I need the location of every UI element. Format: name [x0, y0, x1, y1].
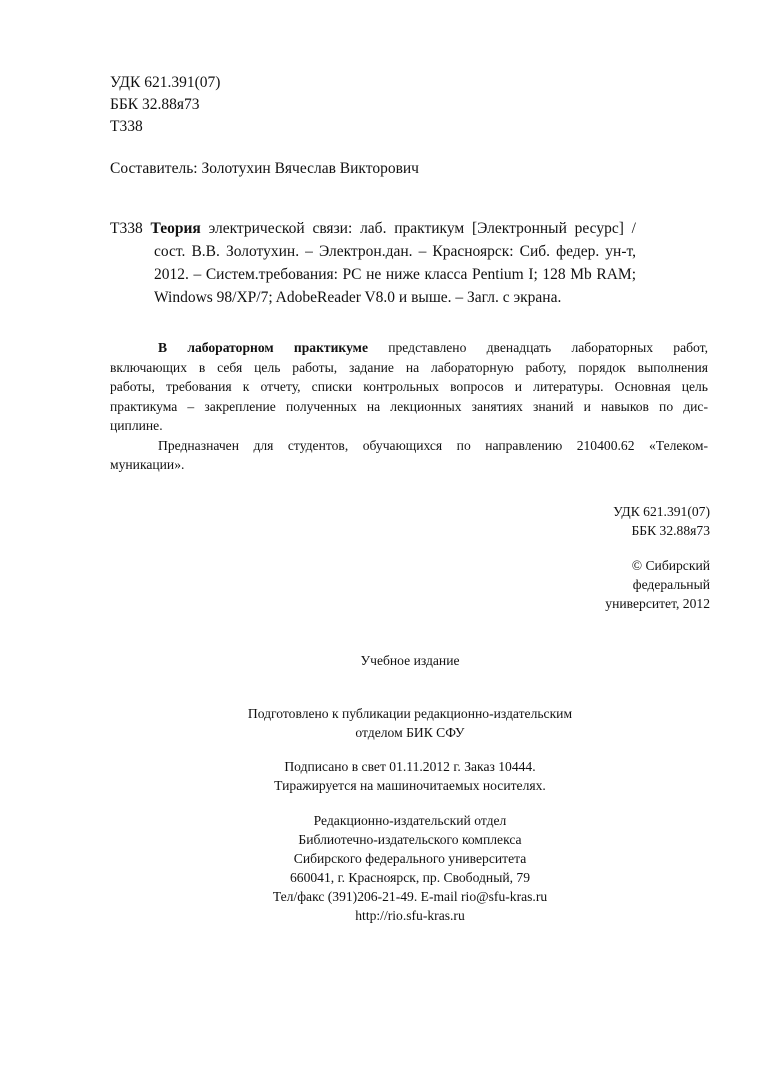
prepared-line-2: отделом БИК СФУ [355, 725, 465, 740]
copyright-line-1: © Сибирский [631, 558, 710, 573]
right-bbk-code: ББК 32.88я73 [631, 523, 710, 538]
author-mark: Т338 [110, 118, 143, 135]
annotation-line-3: работы, требования к отчету, списки контрольных вопросов и литературы. Основная цель [110, 379, 708, 394]
signed-line-1: Подписано в свет 01.11.2012 г. Заказ 10444. [284, 759, 536, 774]
biblio-line-2: сост. В.В. Золотухин. – Электрон.дан. – Красноярск: Сиб. федер. ун-т, [154, 243, 636, 260]
publisher-address: 660041, г. Красноярск, пр. Свободный, 79 [289, 870, 530, 885]
biblio-title: Теория [150, 220, 201, 237]
prepared-line-1: Подготовлено к публикации редакционно-издательским [247, 706, 573, 721]
annotation [110, 338, 708, 475]
publisher-info [110, 811, 710, 925]
publisher-line-1: Редакционно-издательский отдел [313, 813, 507, 828]
right-udk-code: УДК 621.391(07) [613, 504, 710, 519]
compiler-line: Составитель: Золотухин Вячеслав Викторович [110, 160, 419, 177]
edition-type: Учебное издание [360, 653, 460, 668]
annotation-line-4: практикума – закрепление полученных на лекционных занятиях знаний и навыков по дис- [110, 398, 708, 414]
copyright-line-3: университет, 2012 [605, 596, 710, 611]
signed-line-2: Тиражируется на машиночитаемых носителях. [274, 778, 546, 793]
biblio-mark: Т338 [110, 220, 143, 237]
copyright-line-2: федеральный [632, 577, 710, 592]
annotation-line-1 [110, 338, 708, 358]
biblio-line-1 [110, 217, 636, 240]
copyright-notice [520, 556, 710, 613]
biblio-title-rest: электрической связи: лаб. практикум [Электронный ресурс] / [208, 220, 636, 237]
signed-note [110, 757, 710, 795]
prepared-note [110, 704, 710, 742]
annotation-purpose-line-2: муникации». [110, 457, 185, 472]
biblio-line-3: 2012. – Систем.требования: PC не ниже класса Pentium I; 128 Mb RAM; [154, 266, 636, 283]
publisher-website: http://rio.sfu-kras.ru [355, 908, 465, 923]
annotation-line-5: циплине. [110, 418, 163, 433]
annotation-line-2: включающих в себя цель работы, задание на лабораторную работу, порядок выполнения [110, 359, 708, 375]
annotation-lead: В лабораторном практикуме [158, 340, 368, 355]
annotation-lead-rest: представлено двенадцать лабораторных работ, [388, 340, 708, 355]
publisher-line-3: Сибирского федерального университета [293, 851, 527, 866]
bbk-code: ББК 32.88я73 [110, 96, 200, 113]
biblio-line-4: Windows 98/XP/7; AdobeReader V8.0 и выше. – Загл. с экрана. [154, 289, 562, 306]
udk-code: УДК 621.391(07) [110, 74, 221, 91]
classification-codes [110, 72, 220, 138]
publisher-line-2: Библиотечно-издательского комплекса [298, 832, 522, 847]
bibliographic-record [110, 217, 636, 309]
annotation-purpose-line-1: Предназначен для студентов, обучающихся по направлению 210400.62 «Телеком- [158, 437, 708, 453]
right-classification-codes [520, 502, 710, 540]
publisher-contacts: Тел/факс (391)206-21-49. E-mail rio@sfu-kras.ru [272, 889, 548, 904]
